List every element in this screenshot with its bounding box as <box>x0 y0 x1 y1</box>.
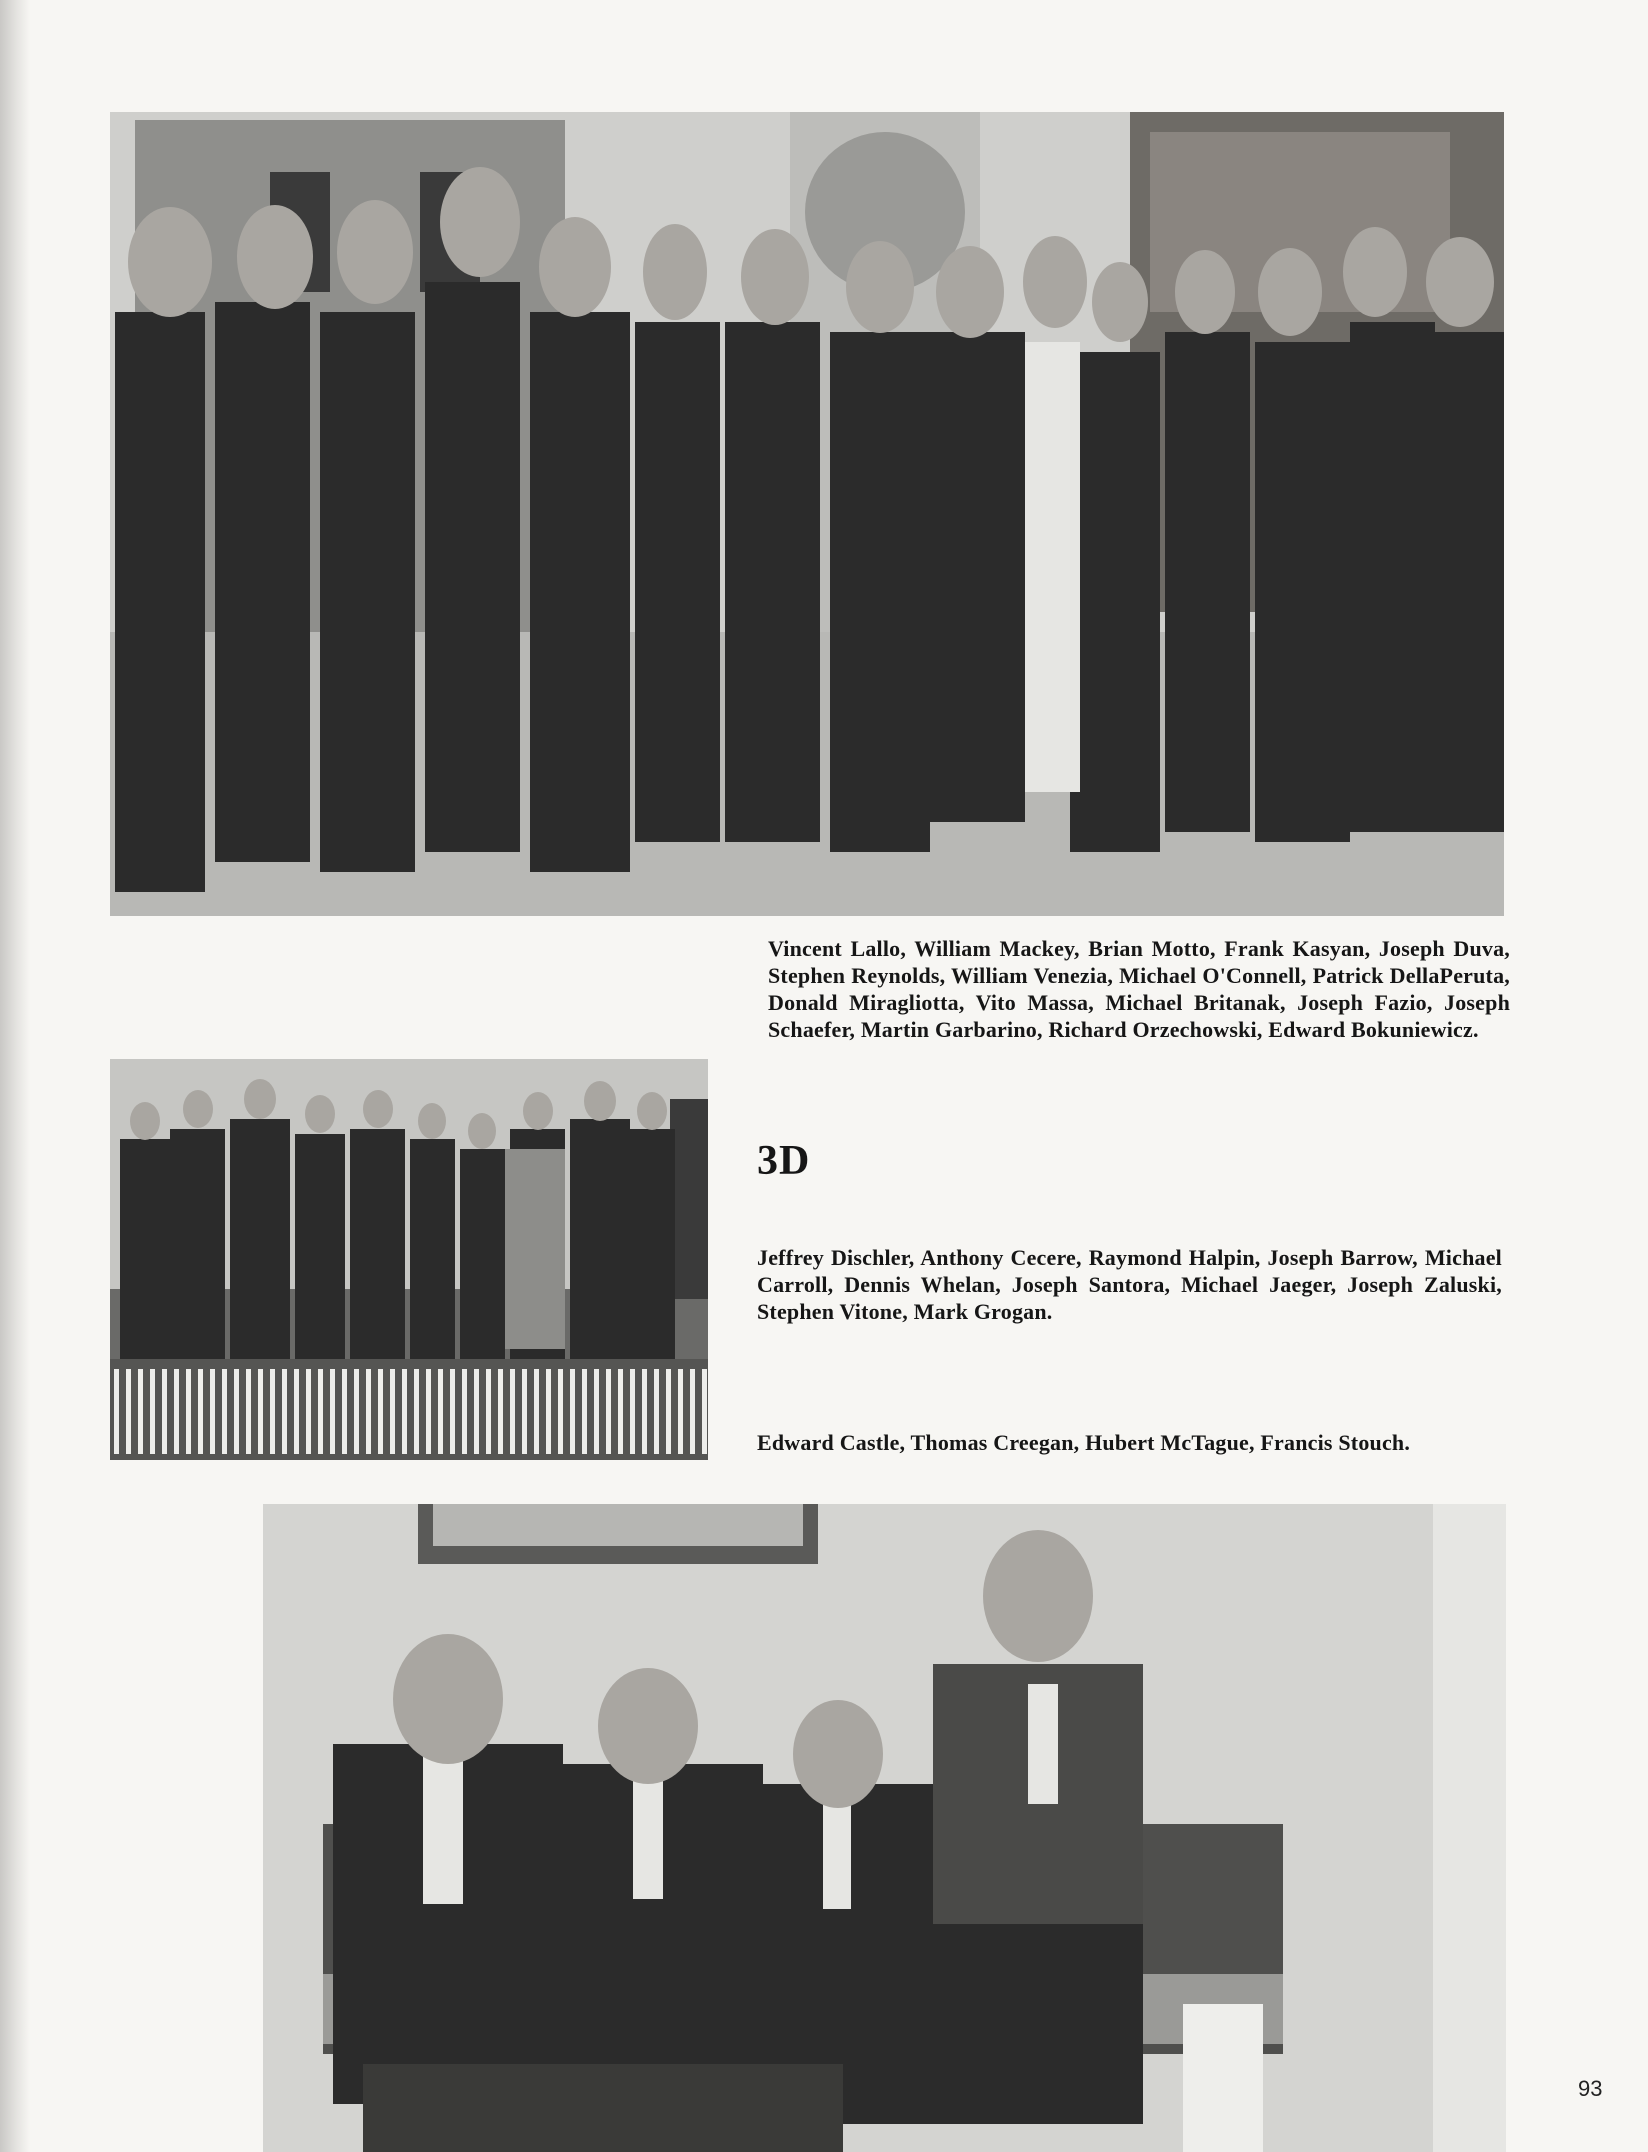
caption-middle-group: Jeffrey Dischler, Anthony Cecere, Raymond Halpin, Joseph Barrow, Michael Carroll, Dennis Whelan, Joseph Santora, Michael Jaeger, Joseph Zaluski, Stephen Vitone, Mark Grogan. <box>757 1245 1502 1324</box>
caption-bottom-group: Edward Castle, Thomas Creegan, Hubert McTague, Francis Stouch. <box>757 1430 1411 1455</box>
group-photo-bottom-image <box>263 1504 1506 2152</box>
group-photo-middle-image <box>110 1059 708 1460</box>
binding-shadow <box>0 0 30 2152</box>
group-photo-bottom <box>263 1504 1506 2152</box>
group-photo-middle <box>110 1059 708 1460</box>
section-title: 3D <box>757 1138 811 1184</box>
group-photo-top <box>110 112 1504 916</box>
caption-top-group: Vincent Lallo, William Mackey, Brian Motto, Frank Kasyan, Joseph Duva, Stephen Reynolds, William Venezia, Michael O'Connell, Patrick DellaPeruta, Donald Miragliotta, Vito Massa, Michael Britanak, Joseph Fazio, Joseph Schaefer, Martin Garbarino, Richard Orzechowski, Edward Bokuniewicz. <box>768 936 1510 1042</box>
page-number: 93 <box>1578 2076 1603 2101</box>
group-photo-top-image <box>110 112 1504 916</box>
